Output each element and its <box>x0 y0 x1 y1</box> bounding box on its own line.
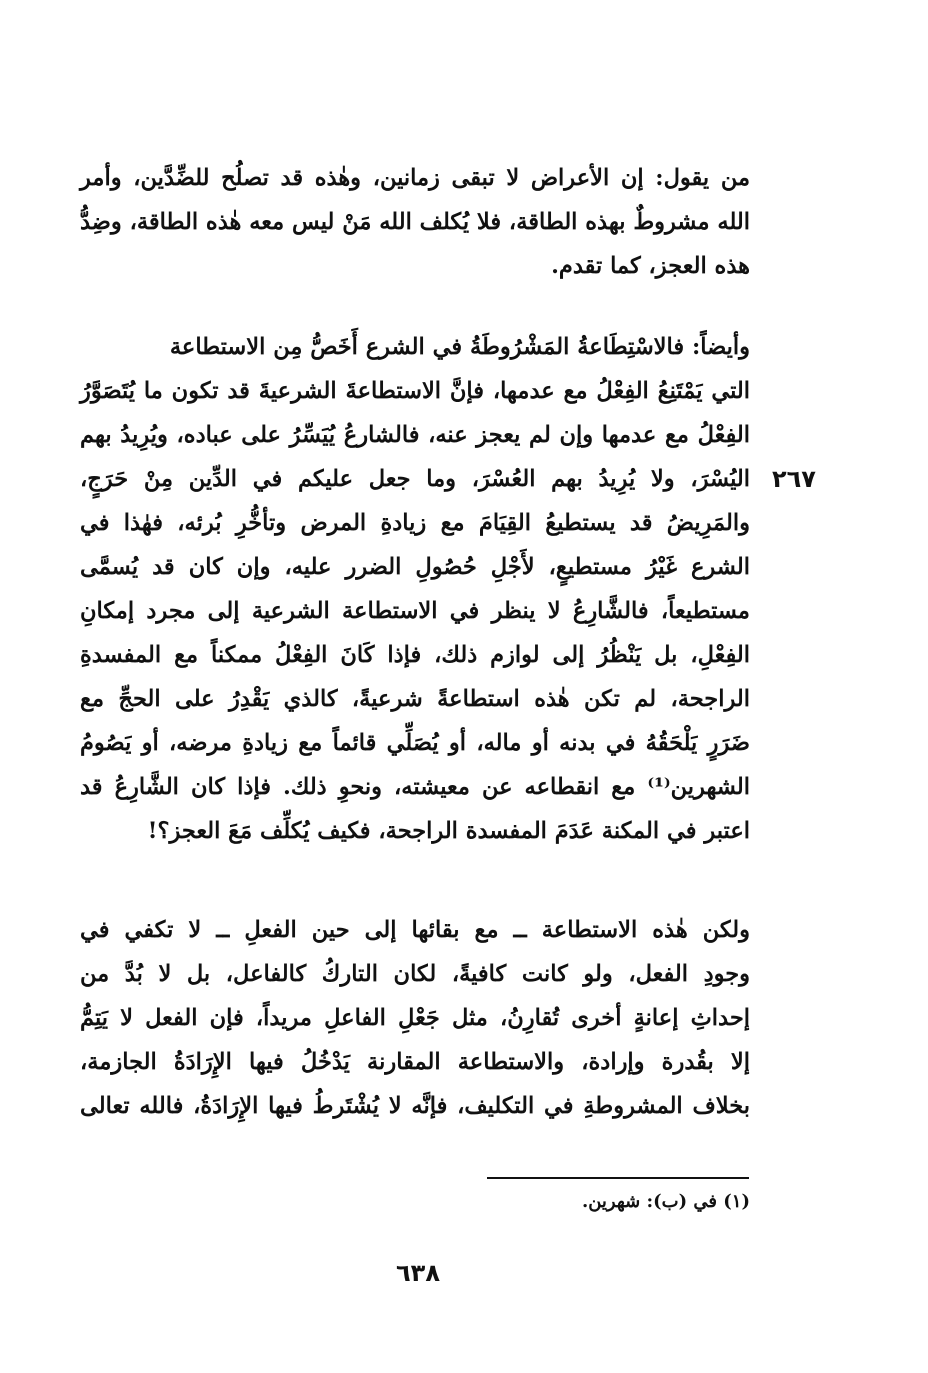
text-line: إلا بقُدرة وإرادة، والاستطاعة المقارنة يَدْخُلُ فيها الإِرَادَةُ الجازمة، <box>80 1049 750 1075</box>
text-line: الفِعْلِ، بل يَنْظُرُ إلى لوازم ذلك، فإذا كَانَ الفِعْلُ ممكناً مع المفسدةِ <box>80 642 750 668</box>
footnote: (١) في (ب): شهرين. <box>581 1191 750 1212</box>
page-number: ٦٣٨ <box>396 1259 440 1287</box>
margin-page-reference: ٢٦٧ <box>772 465 816 493</box>
text-line: ولكن هٰذه الاستطاعة ــ مع بقائها إلى حين الفعلِ ــ لا تكفي في <box>80 917 750 943</box>
text-line: من يقول: إن الأعراض لا تبقى زمانين، وهٰذه قد تصلُح للضِّدَّين، وأمر <box>80 165 750 191</box>
text-line: الله مشروطٌ بهذه الطاقة، فلا يُكلف الله مَنْ ليس معه هٰذه الطاقة، وضِدُّ <box>79 209 750 235</box>
text-line: ضَرَرٍ يَلْحَقُهُ في بدنه أو ماله، أو يُصَلِّي قائماً مع زيادةِ مرضه، أو يَصُومُ <box>80 730 750 756</box>
paragraph-1 <box>80 156 750 288</box>
text-line: الفِعْلُ مع عدمها وإن لم يعجز عنه، فالشارعُ يُيَسِّرُ على عباده، ويُرِيدُ بهم <box>80 422 750 448</box>
text-line: والمَرِيضُ قد يستطيعُ القِيَامَ مع زيادةِ المرض وتأخُّرِ بُرئه، فهٰذا في <box>80 510 750 536</box>
text-line: الشرع غَيْرُ مستطيعٍ، لأَجْلِ حُصُولِ الضرر عليه، وإن كان قد يُسمَّى <box>80 554 750 580</box>
footnote-separator <box>487 1177 749 1179</box>
text-line: بخلاف المشروطةِ في التكليف، فإنَّه لا يُشْتَرطُ فيها الإِرَادَةُ، فالله تعالى <box>80 1093 750 1119</box>
text-line: إحداثِ إعانةٍ أخرى تُقارِنُ، مثل جَعْلِ الفاعلِ مريداً، فإن الفعل لا يَتِمُّ <box>80 1005 750 1031</box>
text-line: الشهرين⁽¹⁾ مع انقطاعه عن معيشته، ونحوِ ذلك. فإذا كان الشَّارِعُ قد <box>80 774 750 800</box>
text-line: وجودِ الفعل، ولو كانت كافيةً، لكان التاركُ كالفاعل، بل لا بُدَّ من <box>80 961 750 987</box>
text-line: وأيضاً: فالاسْتِطَاعةُ المَشْرُوطَةُ في الشرع أَخَصُّ مِن الاستطاعة <box>169 334 750 360</box>
paragraph-2 <box>80 325 750 853</box>
text-line: مستطيعاً، فالشَّارِعُ لا ينظر في الاستطاعة الشرعية إلى مجرد إمكانِ <box>80 598 750 624</box>
text-line: الراجحة، لم تكن هٰذه استطاعةً شرعيةً، كالذي يَقْدِرُ على الحجِّ مع <box>80 686 750 712</box>
text-line: اليُسْرَ، ولا يُرِيدُ بهم العُسْرَ، وما جعل عليكم في الدِّين مِنْ حَرَجٍ، <box>80 466 750 492</box>
text-line: اعتبر في المكنة عَدَمَ المفسدة الراجحة، فكيف يُكلِّف مَعَ العجز؟! <box>147 818 750 844</box>
paragraph-3 <box>80 908 750 1128</box>
text-line: التي يَمْتَنِعُ الفِعْلُ مع عدمها، فإنَّ الاستطاعةَ الشرعيةَ قد تكون ما يُتَصَوَّرُ <box>80 378 750 404</box>
text-line: هذه العجز، كما تقدم. <box>551 253 750 279</box>
